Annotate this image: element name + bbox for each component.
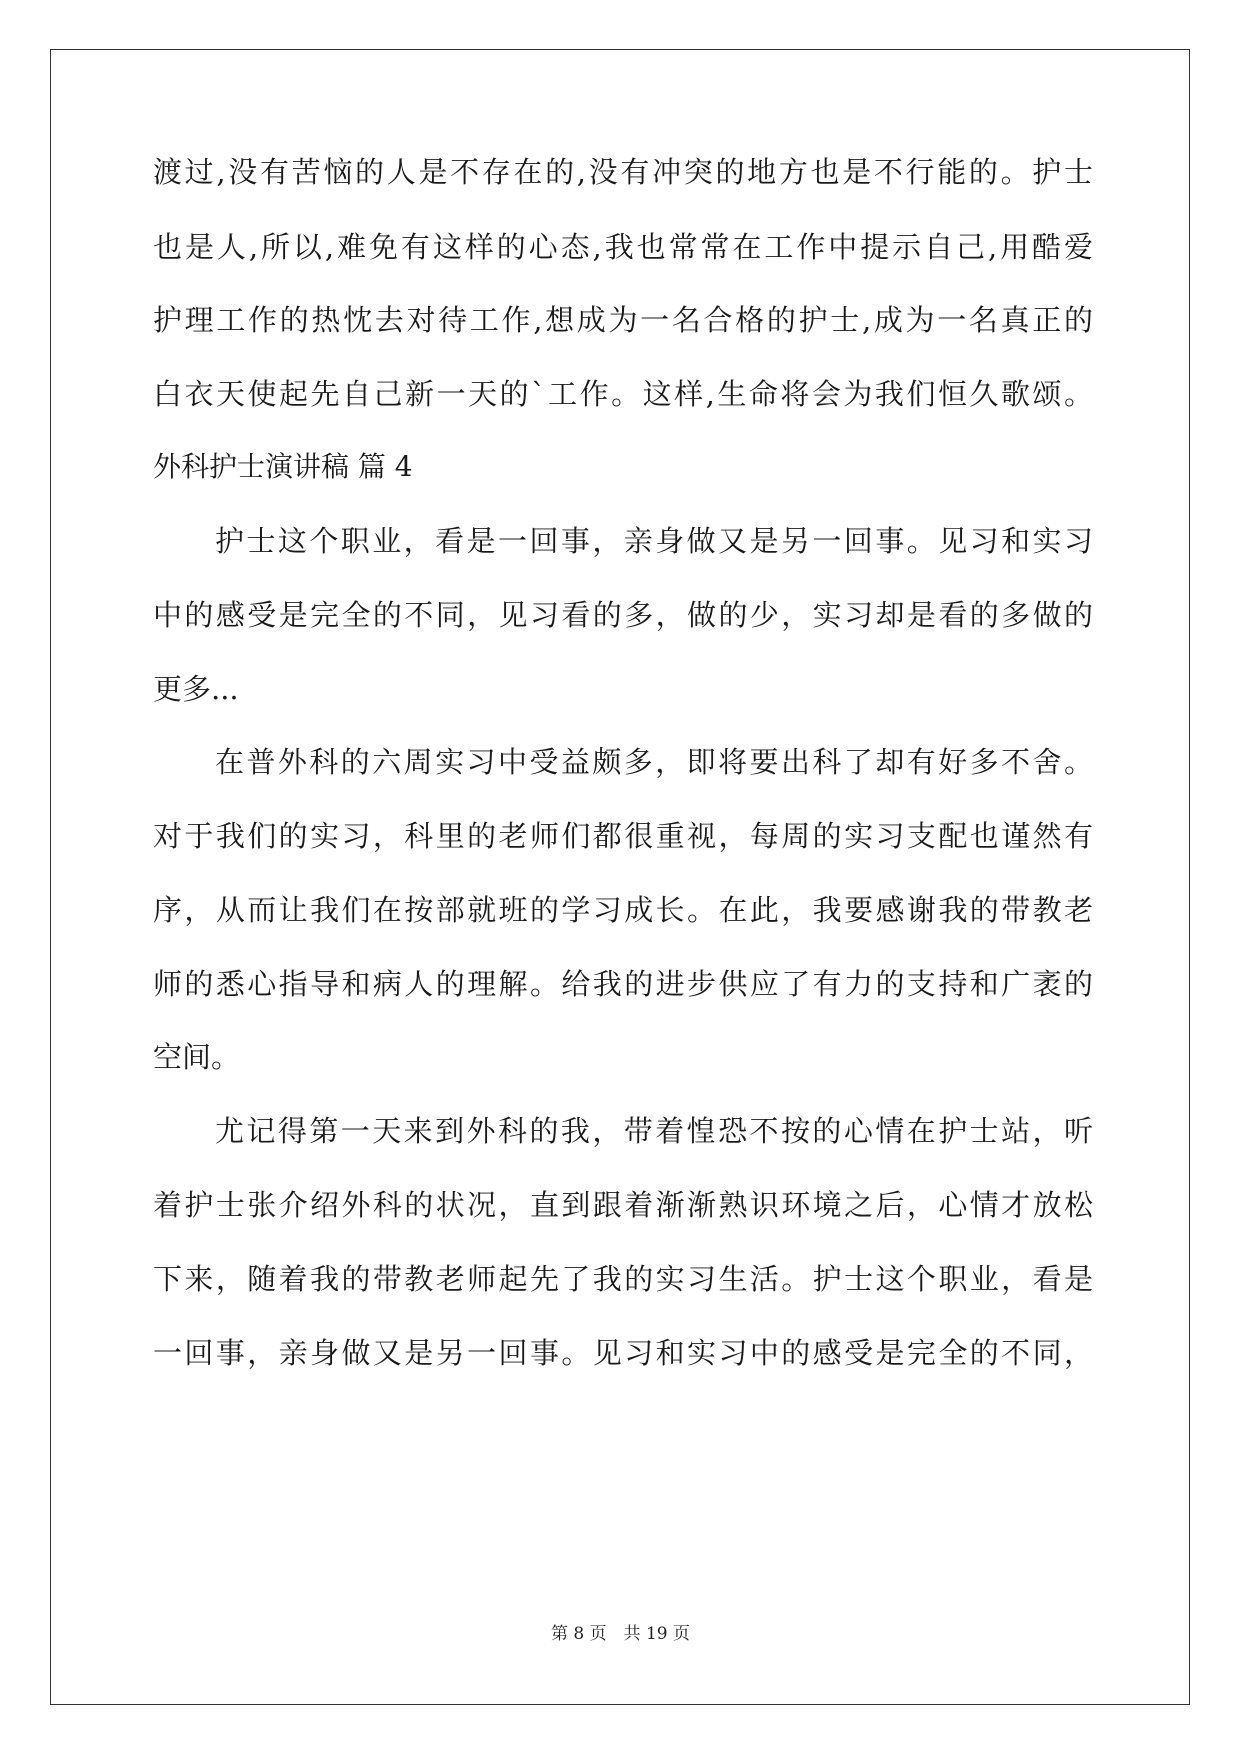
text-line: 师的悉心指导和病人的理解。给我的进步供应了有力的支持和广袤的 (153, 967, 1093, 1001)
text-line: 护理工作的热忱去对待工作,想成为一名合格的护士,成为一名真正的 (153, 303, 1093, 337)
text-line: 中的感受是完全的不同，见习看的多，做的少，实习却是看的多做的 (153, 598, 1093, 632)
section-heading: 外科护士演讲稿 篇 4 (153, 450, 413, 483)
text-line: 对于我们的实习，科里的老师们都很重视，每周的实习支配也谨然有 (153, 819, 1093, 853)
text-line: 序，从而让我们在按部就班的学习成长。在此，我要感谢我的带教老 (153, 893, 1093, 927)
text-line: 下来，随着我的带教老师起先了我的实习生活。护士这个职业，看是 (153, 1262, 1093, 1296)
text-line: 渡过,没有苦恼的人是不存在的,没有冲突的地方也是不行能的。护士 (153, 155, 1093, 189)
text-line: 尤记得第一天来到外科的我，带着惶恐不按的心情在护士站，听 (215, 1114, 1093, 1148)
text-line: 空间。 (153, 1040, 241, 1074)
page-number: 第 8 页 共 19 页 (550, 1624, 691, 1644)
text-line: 着护士张介绍外科的状况，直到跟着渐渐熟识环境之后，心情才放松 (153, 1188, 1093, 1222)
text-line: 在普外科的六周实习中受益颇多，即将要出科了却有好多不舍。 (215, 745, 1093, 779)
text-line: 也是人,所以,难免有这样的心态,我也常常在工作中提示自己,用酷爱 (153, 230, 1093, 264)
page-border (50, 49, 1190, 1705)
text-line: 更多... (153, 672, 239, 706)
text-line: 一回事，亲身做又是另一回事。见习和实习中的感受是完全的不同， (153, 1336, 1093, 1370)
text-line: 白衣天使起先自己新一天的`工作。这样,生命将会为我们恒久歌颂。 (153, 377, 1093, 411)
text-line: 护士这个职业，看是一回事，亲身做又是另一回事。见习和实习 (215, 524, 1093, 558)
